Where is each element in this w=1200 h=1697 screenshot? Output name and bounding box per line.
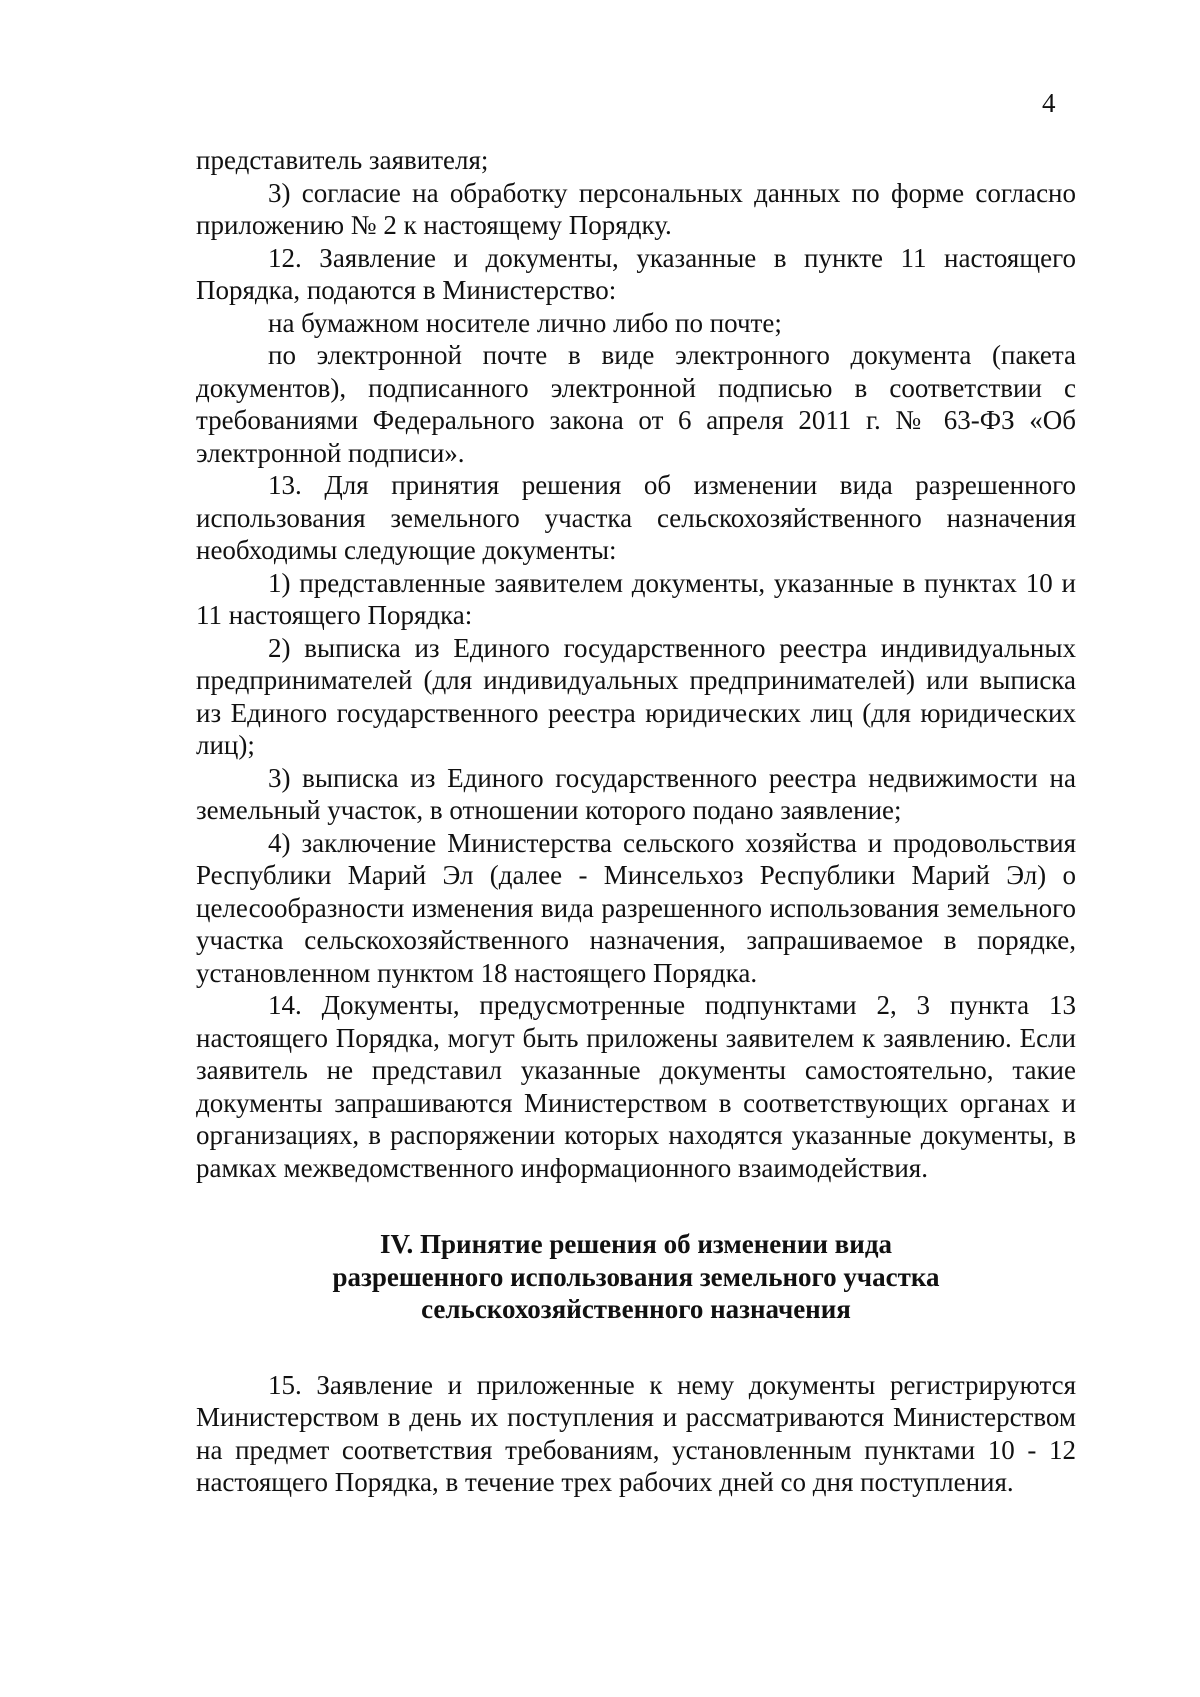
paragraph: 15. Заявление и приложенные к нему документы регистрируются Министерством в день их поступления и рассматриваются Министерством на предмет соответствия требованиям, установленным пунктами 10 - 12 настоящего Порядка, в течение трех рабочих дней со дня поступления. [196, 1369, 1076, 1497]
page-number: 4 [1042, 88, 1056, 118]
paragraph: 2) выписка из Единого государственного реестра индивидуальных предпринимателей (для индивидуальных предпринимателей) или выписка из Единого государственного реестра юридических лиц (для юридических лиц); [196, 632, 1076, 760]
paragraph: 12. Заявление и документы, указанные в пункте 11 настоящего Порядка, подаются в Министерство: [196, 242, 1076, 305]
section-heading-line-2: разрешенного использования земельного участка [332, 1261, 940, 1292]
paragraphs-before [196, 144, 1076, 1184]
paragraph: 4) заключение Министерства сельского хозяйства и продовольствия Республики Марий Эл (далее - Минсельхоз Республики Марий Эл) о целесообразности изменения вида разрешенного использования земельного участка сельскохозяйственного назначения, запрашиваемое в порядке, установленном пунктом 18 настоящего Порядка. [196, 827, 1076, 988]
paragraphs-after [196, 1369, 1076, 1499]
paragraph: 14. Документы, предусмотренные подпунктами 2, 3 пункта 13 настоящего Порядка, могут быть приложены заявителем к заявлению. Если заявитель не представил указанные документы самостоятельно, такие документы запрашиваются Министерством в соответствующих органах и организациях, в распоряжении которых находятся указанные документы, в рамках межведомственного информационного взаимодействия. [196, 990, 1076, 1183]
section-heading [196, 1228, 1076, 1326]
paragraph: 3) согласие на обработку персональных данных по форме согласно приложению № 2 к настоящему Порядку. [196, 177, 1076, 240]
paragraph: на бумажном носителе лично либо по почте; [268, 307, 782, 338]
paragraph: 3) выписка из Единого государственного реестра недвижимости на земельный участок, в отношении которого подано заявление; [196, 762, 1076, 825]
paragraph: по электронной почте в виде электронного документа (пакета документов), подписанного электронной подписью в соответствии с требованиями Федерального закона от 6 апреля 2011 г. № 63-ФЗ «Об электронной подписи». [196, 340, 1076, 468]
paragraph: 13. Для принятия решения об изменении вида разрешенного использования земельного участка сельскохозяйственного назначения необходимы следующие документы: [196, 470, 1076, 565]
document-body [196, 144, 1076, 1499]
section-heading-line-3: сельскохозяйственного назначения [421, 1294, 851, 1324]
paragraph: 1) представленные заявителем документы, указанные в пунктах 10 и 11 настоящего Порядка: [196, 567, 1076, 630]
section-heading-line-1: IV. Принятие решения об изменении вида [380, 1229, 892, 1259]
paragraph: представитель заявителя; [196, 145, 489, 175]
